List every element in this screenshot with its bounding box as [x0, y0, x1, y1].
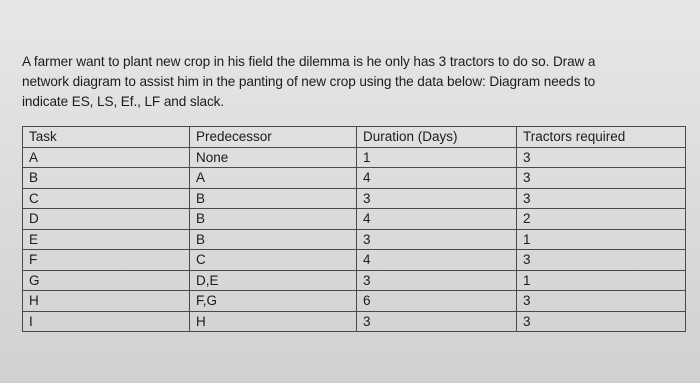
header-duration: Duration (Days)	[357, 127, 517, 148]
table-row	[23, 270, 686, 291]
cell-duration: 4	[357, 209, 517, 230]
question-text	[22, 52, 682, 112]
cell-predecessor: D,E	[190, 270, 357, 291]
cell-tractors: 3	[517, 311, 686, 332]
cell-task: A	[23, 147, 190, 168]
cell-duration: 3	[357, 229, 517, 250]
cell-predecessor: F,G	[190, 291, 357, 312]
cell-duration: 6	[357, 291, 517, 312]
table-row	[23, 311, 686, 332]
cell-predecessor: H	[190, 311, 357, 332]
cell-predecessor: A	[190, 168, 357, 189]
table-row	[23, 250, 686, 271]
cell-duration: 3	[357, 311, 517, 332]
table-row	[23, 209, 686, 230]
table-row	[23, 229, 686, 250]
table-row	[23, 168, 686, 189]
cell-predecessor: B	[190, 188, 357, 209]
cell-task: B	[23, 168, 190, 189]
cell-task: G	[23, 270, 190, 291]
table-row	[23, 291, 686, 312]
cell-tractors: 3	[517, 188, 686, 209]
cell-predecessor: B	[190, 229, 357, 250]
header-predecessor: Predecessor	[190, 127, 357, 148]
cell-tractors: 1	[517, 229, 686, 250]
cell-task: F	[23, 250, 190, 271]
table-header-row	[23, 127, 686, 148]
question-line-2: network diagram to assist him in the panting of new crop using the data below: Diagram needs to	[22, 74, 596, 89]
cell-task: I	[23, 311, 190, 332]
question-line-3: indicate ES, LS, Ef., LF and slack.	[22, 94, 225, 109]
cell-task: D	[23, 209, 190, 230]
cell-duration: 1	[357, 147, 517, 168]
cell-tractors: 3	[517, 168, 686, 189]
cell-tractors: 2	[517, 209, 686, 230]
cell-task: C	[23, 188, 190, 209]
cell-predecessor: C	[190, 250, 357, 271]
cell-predecessor: B	[190, 209, 357, 230]
cell-task: E	[23, 229, 190, 250]
cell-duration: 3	[357, 188, 517, 209]
cell-duration: 3	[357, 270, 517, 291]
cell-tractors: 1	[517, 270, 686, 291]
cell-duration: 4	[357, 168, 517, 189]
cell-duration: 4	[357, 250, 517, 271]
cell-tractors: 3	[517, 250, 686, 271]
table-row	[23, 147, 686, 168]
cell-task: H	[23, 291, 190, 312]
header-task: Task	[23, 127, 190, 148]
question-line-1: A farmer want to plant new crop in his field the dilemma is he only has 3 tractors to do so. Draw a	[22, 54, 596, 69]
table-row	[23, 188, 686, 209]
header-tractors: Tractors required	[517, 127, 686, 148]
cell-tractors: 3	[517, 291, 686, 312]
cell-predecessor: None	[190, 147, 357, 168]
cell-tractors: 3	[517, 147, 686, 168]
task-table	[22, 126, 686, 332]
